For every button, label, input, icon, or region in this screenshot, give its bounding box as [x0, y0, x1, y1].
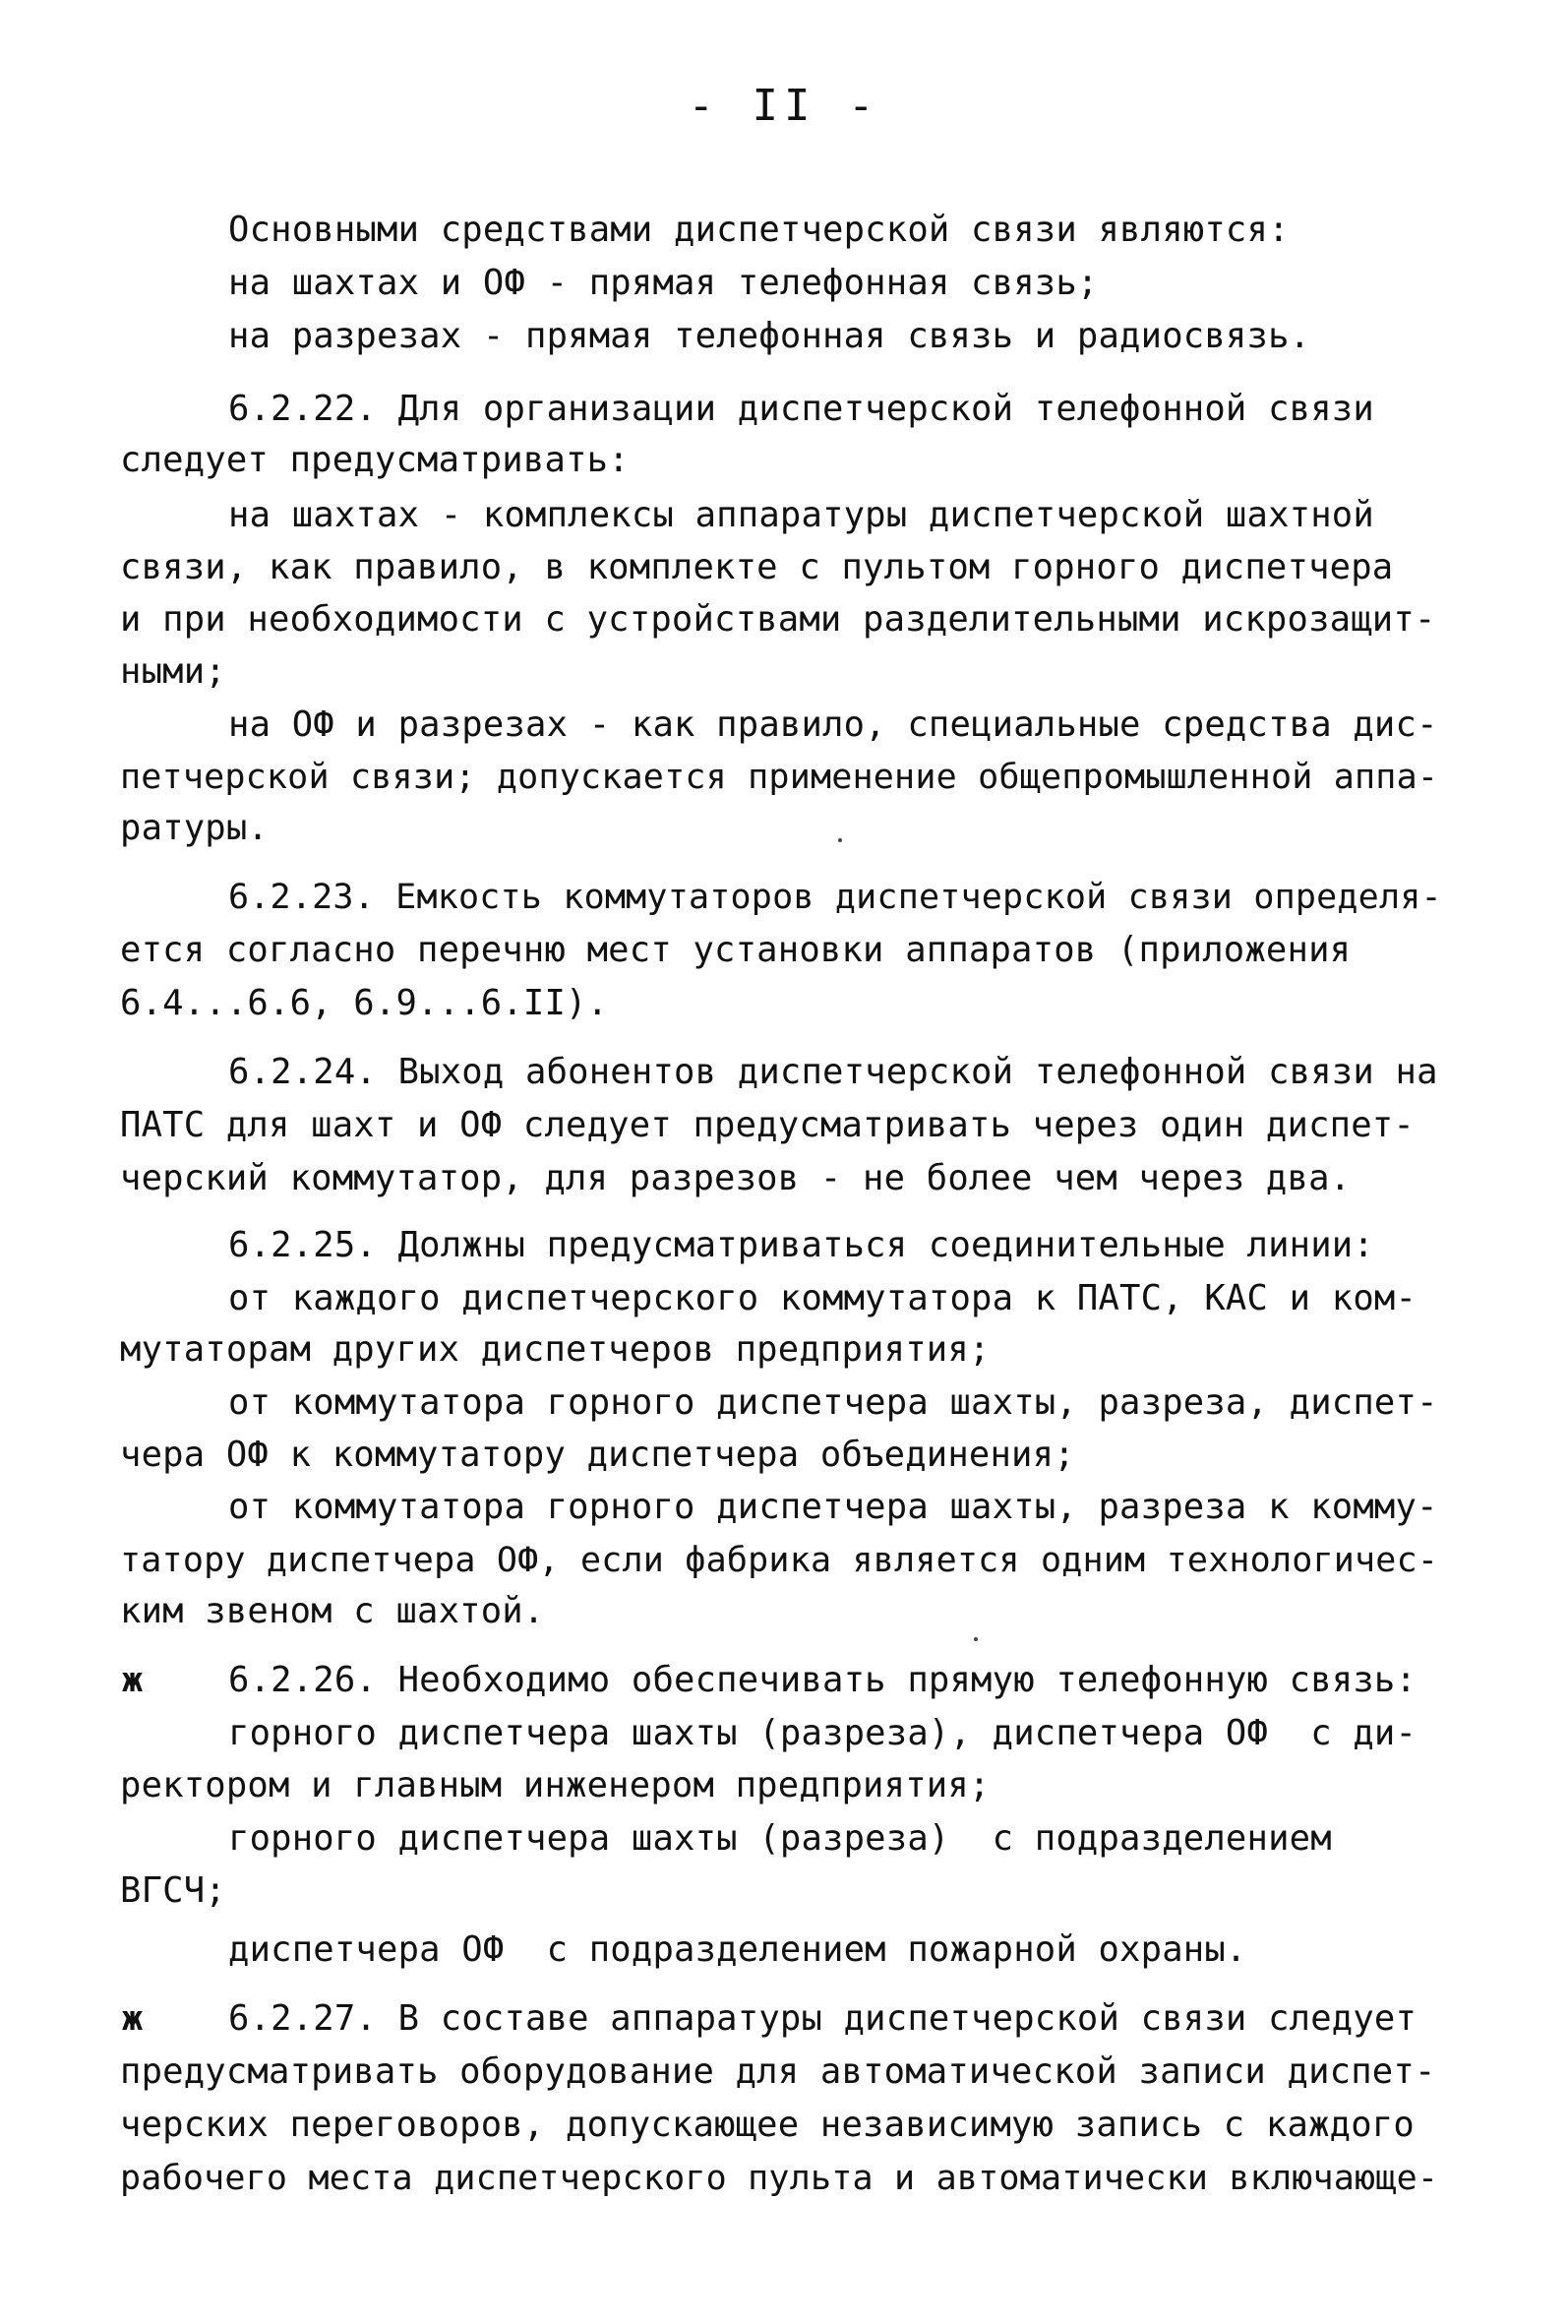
page-number: - II -	[688, 81, 880, 131]
text-line: черский коммутатор, для разрезов - не более чем через два.	[120, 1158, 1352, 1198]
text-line: 6.2.23. Емкость коммутаторов диспетчерской связи определя-	[228, 878, 1442, 917]
text-line: горного диспетчера шахты (разреза) с подразделением	[228, 1818, 1332, 1859]
text-line: ными;	[120, 651, 226, 692]
text-line: предусматривать оборудование для автоматической записи диспет-	[120, 2051, 1436, 2092]
text-line: ется согласно перечню мест установки аппаратов (приложения	[120, 930, 1352, 970]
text-line: на шахтах и ОФ - прямая телефонная связь;	[228, 263, 1099, 303]
text-line: и при необходимости с устройствами разделительными искрозащит-	[120, 599, 1436, 640]
text-line: черских переговоров, допускающее независимую запись с каждого	[120, 2105, 1415, 2145]
text-line: ким звеном с шахтой.	[120, 1591, 545, 1631]
text-line: мутаторам других диспетчеров предприятия;	[120, 1329, 991, 1370]
text-line: от коммутатора горного диспетчера шахты, разреза, диспет-	[228, 1382, 1438, 1423]
margin-mark: ж	[122, 1999, 144, 2039]
text-line: на разрезах - прямая телефонная связь и радиосвязь.	[228, 316, 1311, 356]
text-line: Основными средствами диспетчерской связи являются:	[228, 210, 1290, 250]
text-line: ректором и главным инженером предприятия;	[120, 1765, 991, 1805]
text-line: следует предусматривать:	[120, 440, 630, 480]
text-line: диспетчера ОФ с подразделением пожарной охраны.	[228, 1929, 1247, 1970]
text-line: 6.4...6.6, 6.9...6.II).	[120, 983, 609, 1023]
text-line: на ОФ и разрезах - как правило, специальные средства дис-	[228, 704, 1438, 745]
text-line: 6.2.27. В составе аппаратуры диспетчерской связи следует	[228, 1998, 1417, 2039]
text-line: ратуры.	[120, 808, 270, 848]
text-line: от каждого диспетчерского коммутатора к ПАТС, КАС и ком-	[228, 1278, 1417, 1318]
scan-speck	[974, 1637, 978, 1641]
text-line: на шахтах - комплексы аппаратуры диспетчерской шахтной	[228, 495, 1374, 535]
text-line: ПАТС для шахт и ОФ следует предусматривать через один диспет-	[120, 1105, 1415, 1145]
text-line: петчерской связи; допускается применение общепромышленной аппа-	[120, 758, 1439, 797]
text-line: чера ОФ к коммутатору диспетчера объединения;	[120, 1435, 1075, 1475]
text-line: связи, как правило, в комплекте с пультом горного диспетчера	[120, 547, 1394, 587]
text-line: 6.2.24. Выход абонентов диспетчерской телефонной связи на	[228, 1052, 1438, 1092]
margin-mark: ж	[122, 1661, 144, 1700]
text-line: рабочего места диспетчерского пульта и автоматически включающе-	[120, 2159, 1439, 2198]
text-line: горного диспетчера шахты (разреза), диспетчера ОФ с ди-	[228, 1713, 1417, 1753]
text-line: 6.2.22. Для организации диспетчерской телефонной связи	[228, 389, 1374, 429]
text-line: 6.2.26. Необходимо обеспечивать прямую телефонную связь:	[228, 1660, 1417, 1700]
text-line: от коммутатора горного диспетчера шахты, разреза к комму-	[228, 1487, 1438, 1527]
scan-speck	[838, 838, 842, 842]
text-line: татору диспетчера ОФ, если фабрика является одним технологичес-	[120, 1541, 1439, 1580]
text-line: ВГСЧ;	[120, 1870, 226, 1911]
text-line: 6.2.25. Должны предусматриваться соединительные линии:	[228, 1225, 1374, 1265]
